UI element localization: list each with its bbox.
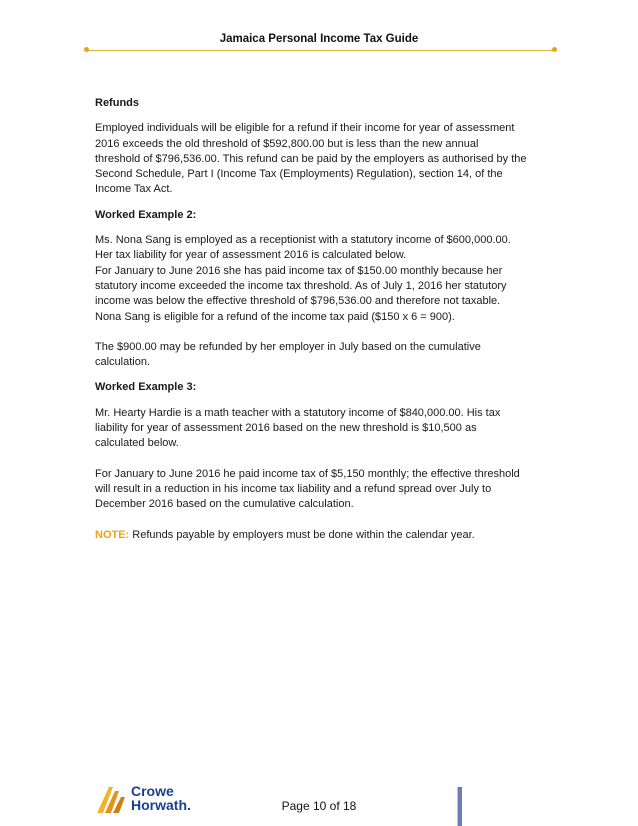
header-rule bbox=[86, 50, 554, 51]
text-line: Mr. Hearty Hardie is a math teacher with a statutory income of $840,000.00. His tax bbox=[95, 406, 501, 419]
example-2-refund-paragraph bbox=[95, 340, 555, 371]
note-text: Refunds payable by employers must be done within the calendar year. bbox=[129, 528, 475, 541]
text-line: Nona Sang is eligible for a refund of the income tax paid ($150 x 6 = 900). bbox=[95, 310, 455, 323]
text-line: threshold of $796,536.00. This refund can be paid by the employers as authorised by the bbox=[95, 152, 527, 165]
text-line: income was below the effective threshold of $796,536.00 and therefore not taxable. bbox=[95, 295, 501, 308]
example-2-paragraph bbox=[95, 233, 555, 325]
header-rule-dot-left bbox=[84, 47, 89, 52]
text-line: Employed individuals will be eligible for a refund if their income for year of assessment bbox=[95, 122, 515, 135]
note-paragraph bbox=[95, 528, 555, 543]
text-line: statutory income exceeded the income tax threshold. As of July 1, 2016 her statutory bbox=[95, 279, 507, 292]
page-content bbox=[95, 96, 555, 543]
text-line: For January to June 2016 he paid income tax of $5,150 monthly; the effective threshold bbox=[95, 467, 520, 480]
text-line: calculation. bbox=[95, 356, 151, 369]
note-label: NOTE: bbox=[95, 528, 130, 541]
text-line: 2016 exceeds the old threshold of $592,800.00 but is less than the new annual bbox=[95, 137, 479, 150]
text-line: For January to June 2016 she has paid income tax of $150.00 monthly because her bbox=[95, 264, 503, 277]
section-heading-example-3: Worked Example 3: bbox=[95, 381, 197, 394]
example-3-second-paragraph bbox=[95, 467, 555, 513]
header-rule-dot-right bbox=[552, 47, 557, 52]
text-line: Second Schedule, Part I (Income Tax (Employments) Regulation), section 14, of the bbox=[95, 168, 503, 181]
logo-line-crowe: Crowe bbox=[131, 783, 174, 799]
text-line: liability for year of assessment 2016 based on the new threshold is $10,500 as bbox=[95, 422, 477, 435]
page-number: Page 10 of 18 bbox=[281, 799, 357, 813]
text-line: Ms. Nona Sang is employed as a receptionist with a statutory income of $600,000.00. bbox=[95, 234, 511, 247]
text-line: Her tax liability for year of assessment 2016 is calculated below. bbox=[95, 249, 407, 262]
example-3-paragraph bbox=[95, 406, 555, 452]
text-line: Income Tax Act. bbox=[95, 183, 173, 196]
footer-accent-bar bbox=[457, 787, 462, 826]
text-line: will result in a reduction in his income tax liability and a refund spread over July to bbox=[95, 482, 492, 495]
text-line: calculated below. bbox=[95, 437, 179, 450]
section-heading-example-2: Worked Example 2: bbox=[95, 208, 197, 221]
logo-line-horwath: Horwath. bbox=[131, 797, 191, 813]
text-line: December 2016 based on the cumulative calculation. bbox=[95, 498, 354, 511]
refunds-paragraph bbox=[95, 121, 555, 197]
text-line: The $900.00 may be refunded by her employer in July based on the cumulative bbox=[95, 340, 481, 353]
document-title: Jamaica Personal Income Tax Guide bbox=[219, 33, 419, 45]
section-heading-refunds: Refunds bbox=[95, 97, 139, 109]
